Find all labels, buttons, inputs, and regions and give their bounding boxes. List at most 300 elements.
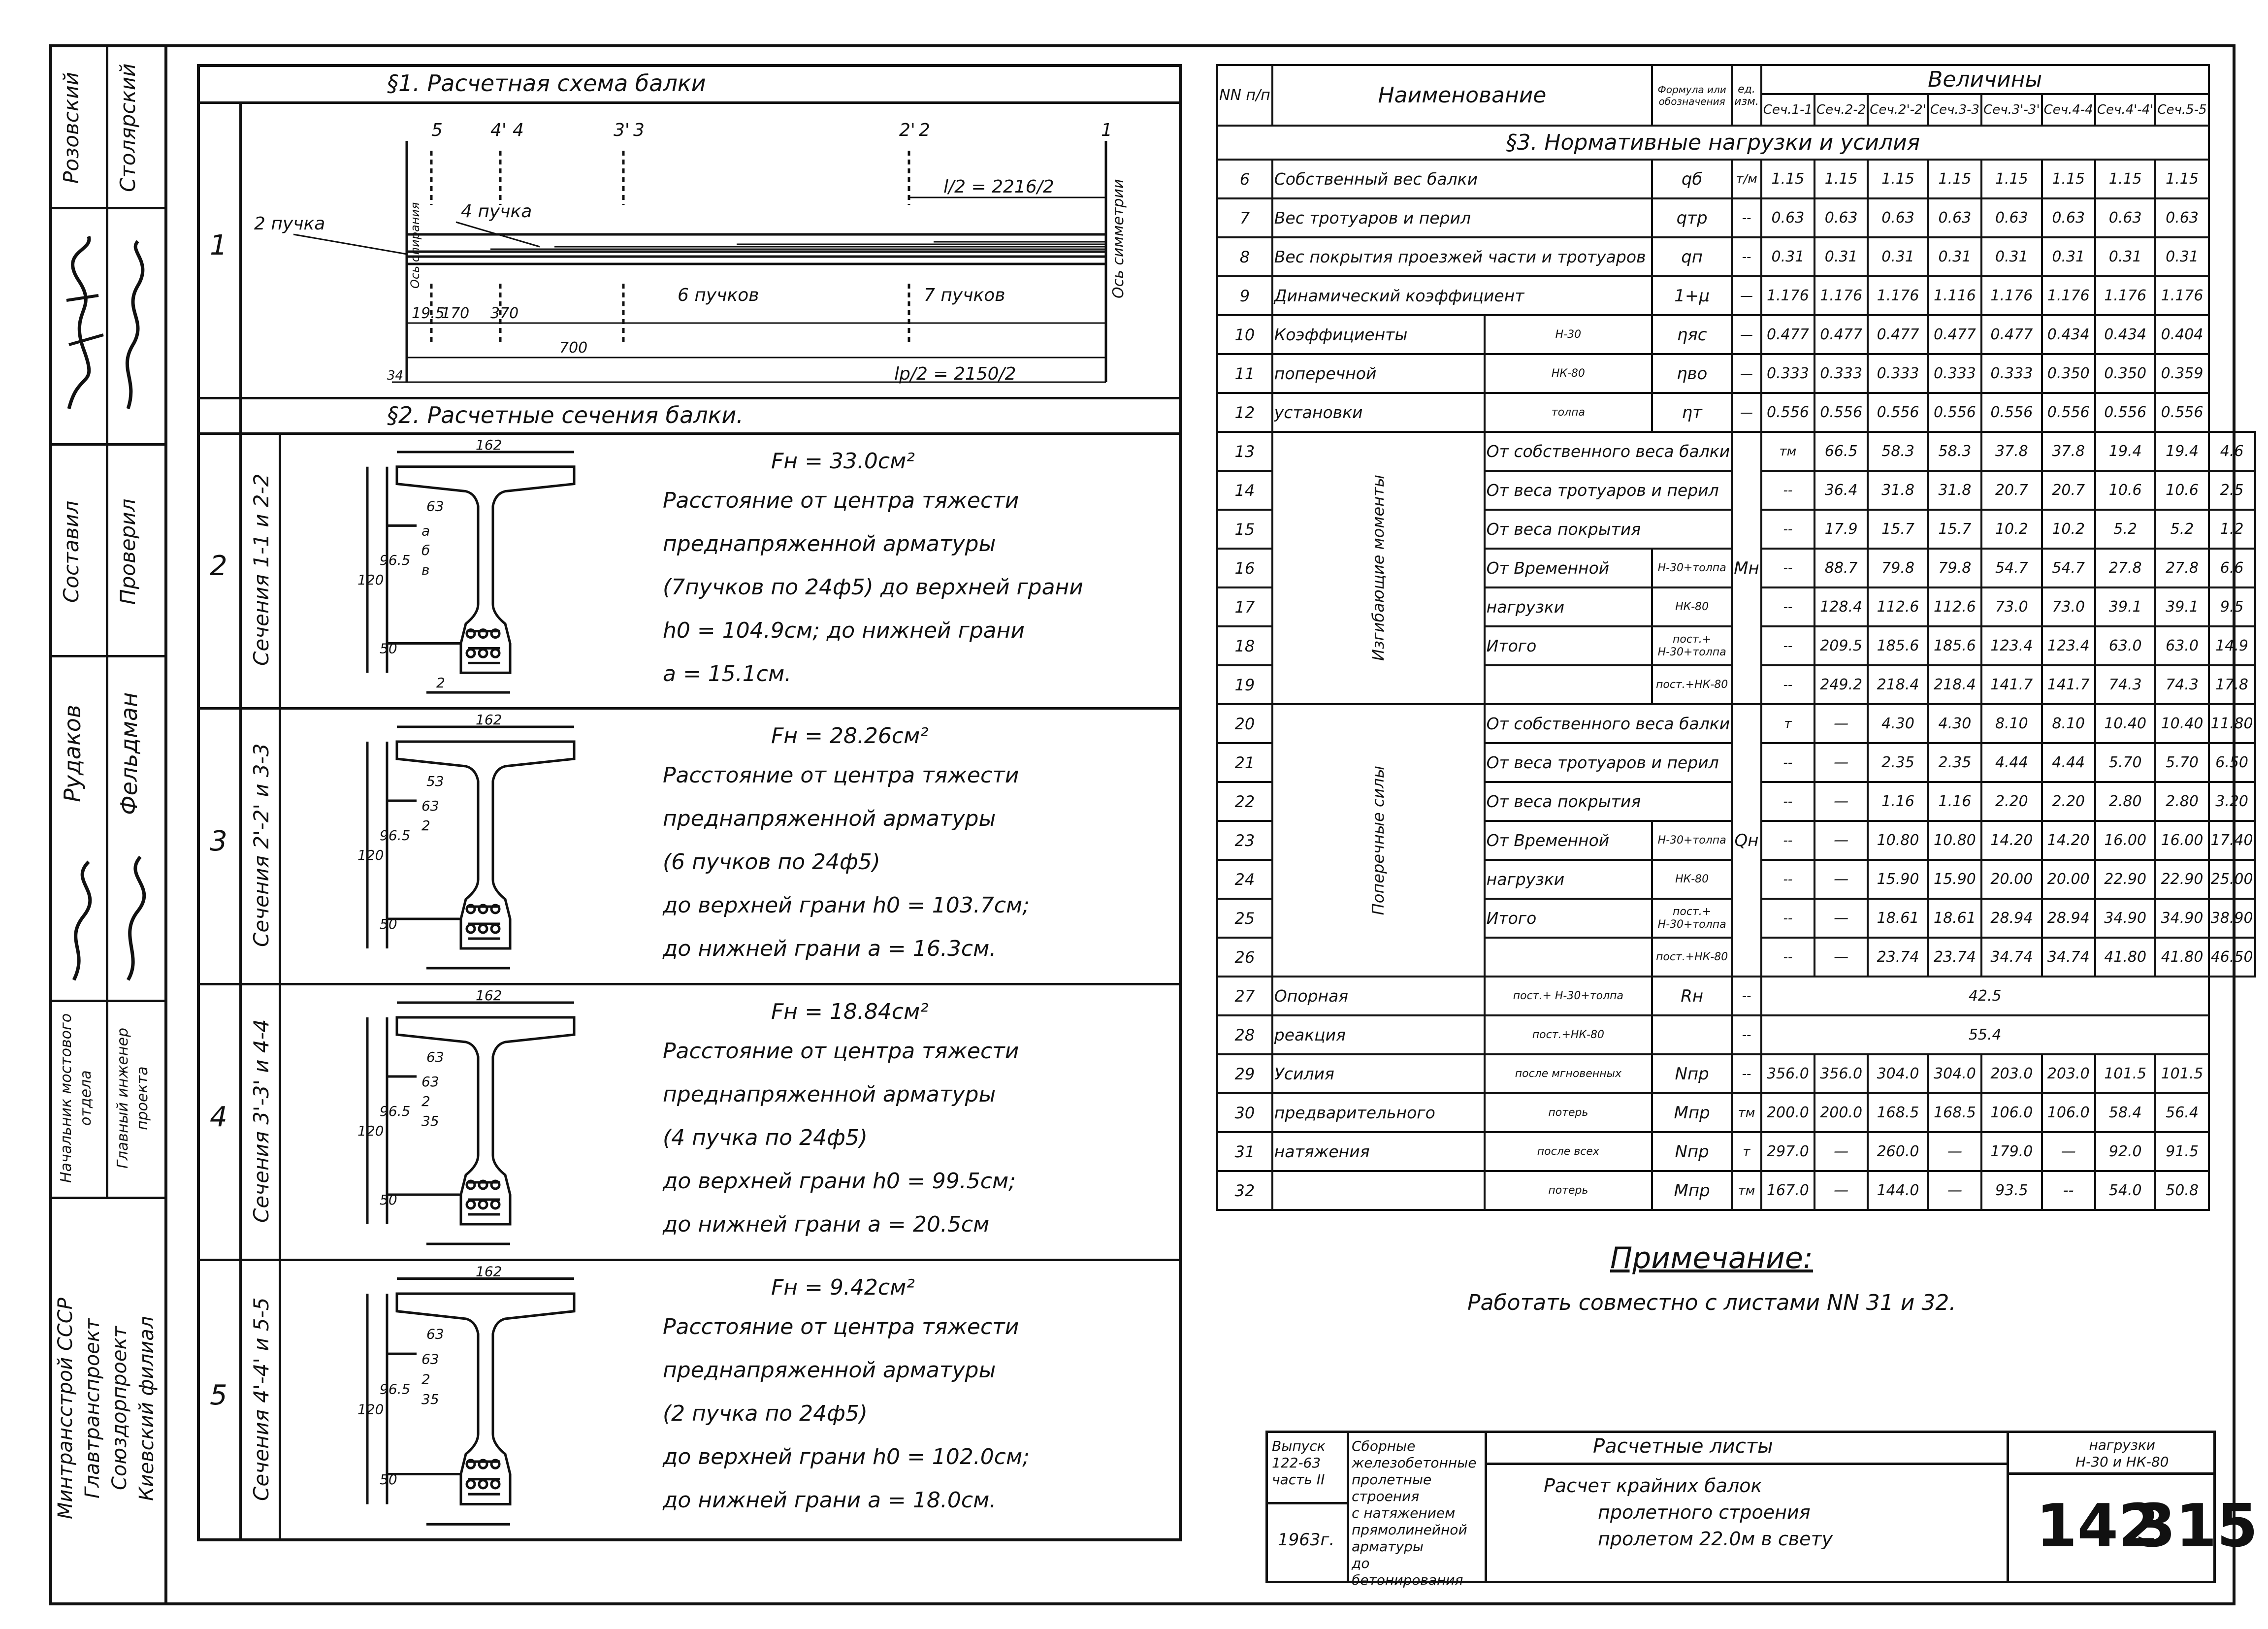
dim-label: 19.5 [412, 305, 445, 322]
value-cell: 0.434 [2095, 315, 2156, 354]
value-cell: 0.333 [1761, 354, 1814, 393]
value-cell: 10.80 [1868, 821, 1928, 860]
row-number: 4 [210, 1101, 227, 1133]
value-cell: 0.556 [2042, 393, 2095, 432]
col-section: Сеч.4-4 [2042, 94, 2095, 126]
row-name: нагрузки [1485, 860, 1652, 899]
value-cell: 101.5 [2095, 1054, 2156, 1093]
row-unit: -- [1732, 237, 1761, 276]
row-unit: -- [1732, 977, 1761, 1015]
value-cell: 66.5 [1814, 432, 1868, 471]
stamp-divider [49, 207, 167, 209]
stamp-name-top-1: Розовский [59, 72, 83, 184]
value-cell: 39.1 [2095, 587, 2156, 626]
value-cell: 38.90 [2209, 899, 2255, 938]
value-cell: 8.10 [2042, 704, 2095, 743]
section-desc-line: a = 15.1см. [663, 661, 792, 686]
section-desc-line: до нижней грани a = 18.0см. [663, 1488, 997, 1513]
section-desc-line: до верхней грани h0 = 103.7см; [663, 893, 1030, 918]
stamp-name-mid-1: Рудаков [59, 705, 86, 802]
dim-label: 34 [387, 368, 404, 383]
bundles-label: 6 пучков [678, 285, 759, 305]
dim-label: 63 [426, 498, 444, 515]
desc-block: Сборные железобетонные пролетные строения с натяжением прямолинейной арматуры до бетонирования [1352, 1438, 1477, 1588]
dim-label: 63 [426, 1326, 444, 1342]
value-cell: 123.4 [2042, 626, 2095, 665]
value-cell: 0.477 [1814, 315, 1868, 354]
row-name: Итого [1485, 626, 1652, 665]
row-num: 7 [1217, 198, 1272, 237]
section2-title: §2. Расчетные сечения балки. [387, 402, 744, 428]
table-row [1217, 237, 2255, 276]
value-cell: 1.176 [1981, 276, 2042, 315]
value-cell: 0.556 [1928, 393, 1981, 432]
value-cell: 0.556 [1981, 393, 2042, 432]
table-row [1217, 354, 2255, 393]
value-cell: 1.176 [1868, 276, 1928, 315]
value-cell: 56.4 [2155, 1093, 2208, 1132]
value-cell: 0.434 [2042, 315, 2095, 354]
table-section-title [1217, 126, 2255, 160]
value-cell: 0.63 [1868, 198, 1928, 237]
value-cell: 63.0 [2095, 626, 2156, 665]
value-cell: 0.350 [2095, 354, 2156, 393]
row-num: 29 [1217, 1054, 1272, 1093]
dim-label: 50 [380, 1471, 397, 1488]
value-cell: 1.16 [1868, 782, 1928, 821]
row-name: От веса тротуаров и перил [1485, 471, 1732, 510]
value-cell: 73.0 [2042, 587, 2095, 626]
value-cell: — [1814, 938, 1868, 977]
value-cell: 0.556 [1868, 393, 1928, 432]
section-desc-line: Расстояние от центра тяжести [663, 763, 1019, 788]
stamp-role-low-1: Начальник мостового отдела [58, 1013, 95, 1183]
row-subname: Н-30+толпа [1652, 821, 1732, 860]
row-formula: Mн [1732, 432, 1761, 704]
section-desc-line: (6 пучков по 24ф5) [663, 849, 880, 875]
table-row [1217, 704, 2255, 743]
row-name [1485, 665, 1652, 704]
value-cell: 27.8 [2155, 549, 2208, 587]
row-unit: т [1761, 704, 1814, 743]
span-label: l/2 = 2216/2 [943, 177, 1054, 197]
row-num: 22 [1217, 782, 1272, 821]
row-formula: 1+μ [1652, 276, 1732, 315]
table-row [1217, 1171, 2255, 1210]
dim-label: 96.5 [380, 552, 411, 569]
value-cell: 10.40 [2095, 704, 2156, 743]
section-desc-line: преднапряженной арматуры [663, 1082, 996, 1107]
row-name: Динамический коэффициент [1272, 276, 1652, 315]
section-desc-line: до верхней грани h0 = 102.0см; [663, 1444, 1030, 1469]
value-cell: 34.90 [2155, 899, 2208, 938]
issue: Выпуск 122-63 часть II [1272, 1438, 1326, 1488]
divider [200, 101, 1180, 104]
section-desc-line: до верхней грани h0 = 99.5см; [663, 1169, 1016, 1194]
row-formula: qтр [1652, 198, 1732, 237]
table-row [1217, 1093, 2255, 1132]
row-num: 24 [1217, 860, 1272, 899]
dim-label: 50 [380, 640, 397, 657]
value-cell: 112.6 [1928, 587, 1981, 626]
stamp-name-mid-2: Фельдман [116, 692, 142, 815]
value-cell: 0.556 [1761, 393, 1814, 432]
value-cell: 9.5 [2209, 587, 2255, 626]
row-subname: пост.+ Н-30+толпа [1485, 977, 1652, 1015]
row-unit: — [1732, 354, 1761, 393]
row-num: 18 [1217, 626, 1272, 665]
cross-section-drawing [298, 712, 614, 978]
row-subname: после всех [1485, 1132, 1652, 1171]
value-cell: 91.5 [2155, 1132, 2208, 1171]
group-label: Изгибающие моменты [1272, 432, 1485, 704]
value-cell: 141.7 [1981, 665, 2042, 704]
sheet-number: 142 [2036, 1492, 2160, 1561]
value-cell: 2.20 [2042, 782, 2095, 821]
value-cell: 203.0 [2042, 1054, 2095, 1093]
value-cell: 10.40 [2155, 704, 2208, 743]
value-cell: 19.4 [2095, 432, 2156, 471]
divider [200, 432, 1180, 435]
merged-value: 42.5 [1761, 977, 2209, 1015]
value-cell: 0.31 [1761, 237, 1814, 276]
row-number: 3 [210, 825, 227, 857]
row-unit: -- [1761, 938, 1814, 977]
row-unit: -- [1761, 743, 1814, 782]
dim-label: 63 [421, 1074, 439, 1090]
value-cell: 54.0 [2095, 1171, 2156, 1210]
row-num: 25 [1217, 899, 1272, 938]
left-panel [197, 64, 1182, 1541]
row-formula [1652, 1015, 1732, 1054]
dim-label: 35 [421, 1113, 439, 1129]
value-cell: 218.4 [1868, 665, 1928, 704]
divider [239, 101, 242, 1539]
table-row [1217, 198, 2255, 237]
value-cell: 5.70 [2095, 743, 2156, 782]
dim-label: 120 [357, 571, 384, 588]
dim-label: 2 [436, 675, 445, 691]
section-desc-line: (4 пучка по 24ф5) [663, 1125, 868, 1150]
dim-label: 53 [426, 773, 444, 789]
row-subname: потерь [1485, 1171, 1652, 1210]
value-cell: 10.2 [2042, 510, 2095, 549]
table-row [1217, 432, 2255, 471]
stamp-org: Минтрансстрой СССР Главтранспроект Союздорпроект Киевский филиал [54, 1298, 158, 1519]
divider [279, 432, 281, 1539]
value-cell: 249.2 [1814, 665, 1868, 704]
dim-label: 96.5 [380, 1103, 411, 1119]
value-cell: 1.15 [1814, 160, 1868, 198]
row-name: реакция [1272, 1015, 1485, 1054]
row-formula: Qн [1732, 704, 1761, 977]
row-unit: -- [1761, 821, 1814, 860]
value-cell: 0.63 [2042, 198, 2095, 237]
value-cell: 101.5 [2155, 1054, 2208, 1093]
value-cell: 2.35 [1868, 743, 1928, 782]
table-row [1217, 276, 2255, 315]
value-cell: 37.8 [2042, 432, 2095, 471]
dim-label: 162 [476, 988, 502, 1004]
lp-label: lp/2 = 2150/2 [894, 364, 1016, 384]
row-unit: т [1732, 1132, 1761, 1171]
value-cell: 0.63 [1814, 198, 1868, 237]
row-unit: -- [1732, 1054, 1761, 1093]
stamp-divider [106, 44, 108, 1197]
cut-mark: 4' [490, 120, 507, 140]
value-cell: — [1814, 743, 1868, 782]
value-cell: 17.8 [2209, 665, 2255, 704]
value-cell: — [1814, 704, 1868, 743]
value-cell: 1.15 [2095, 160, 2156, 198]
table-header [1217, 65, 2255, 94]
value-cell: 20.00 [2042, 860, 2095, 899]
row-name: От собственного веса балки [1485, 704, 1732, 743]
value-cell: 0.556 [1814, 393, 1868, 432]
value-cell: 6.50 [2209, 743, 2255, 782]
row-name: От веса покрытия [1485, 782, 1732, 821]
fn-value: Fн = 9.42см² [771, 1275, 915, 1300]
row-name: Усилия [1272, 1054, 1485, 1093]
row-formula: ηт [1652, 393, 1732, 432]
dim-label: в [421, 562, 430, 578]
value-cell: 2.20 [1981, 782, 2042, 821]
col-section: Сеч.2-2 [1814, 94, 1868, 126]
row-unit: -- [1761, 782, 1814, 821]
value-cell: — [1814, 782, 1868, 821]
row-unit: -- [1761, 665, 1814, 704]
fn-value: Fн = 28.26см² [771, 723, 929, 749]
value-cell: 39.1 [2155, 587, 2208, 626]
value-cell: 10.80 [1928, 821, 1981, 860]
col-formula: Формула или обозначения [1652, 65, 1732, 126]
value-cell: 41.80 [2095, 938, 2156, 977]
value-cell: 1.176 [2042, 276, 2095, 315]
value-cell: 1.176 [2155, 276, 2208, 315]
value-cell: 1.15 [1761, 160, 1814, 198]
row-name: Собственный вес балки [1272, 160, 1652, 198]
dim-label: 35 [421, 1391, 439, 1407]
section-desc-line: преднапряженной арматуры [663, 1358, 996, 1383]
value-cell: 4.30 [1928, 704, 1981, 743]
row-unit: -- [1761, 899, 1814, 938]
row-name: От веса тротуаров и перил [1485, 743, 1732, 782]
value-cell: 304.0 [1868, 1054, 1928, 1093]
sheet-title: Расчет крайних балок пролетного строения пролетом 22.0м в свету [1544, 1475, 1833, 1550]
value-cell: 16.00 [2155, 821, 2208, 860]
title-block [1265, 1431, 2258, 1588]
value-cell: 18.61 [1928, 899, 1981, 938]
merged-value: 55.4 [1761, 1015, 2209, 1054]
cross-section-drawing [298, 437, 614, 702]
value-cell: 0.63 [1761, 198, 1814, 237]
row-num: 13 [1217, 432, 1272, 471]
value-cell: 0.359 [2155, 354, 2208, 393]
dim-label: 63 [426, 1049, 444, 1065]
table-row [1217, 160, 2255, 198]
row-subname: НК-80 [1652, 860, 1732, 899]
row-formula: ηяс [1652, 315, 1732, 354]
fn-value: Fн = 33.0см² [771, 449, 915, 474]
value-cell: 0.333 [1814, 354, 1868, 393]
dim-label: 50 [380, 916, 397, 932]
row-num: 17 [1217, 587, 1272, 626]
section-label: Сечения 2'-2' и 3-3 [249, 743, 273, 947]
col-unit: ед. изм. [1732, 65, 1761, 126]
value-cell: 4.30 [1868, 704, 1928, 743]
dim-label: 50 [380, 1192, 397, 1208]
section-desc-line: преднапряженной арматуры [663, 531, 996, 556]
value-cell: 1.15 [1868, 160, 1928, 198]
group-label: Поперечные силы [1272, 704, 1485, 977]
row-name: От Временной [1485, 549, 1652, 587]
value-cell: 144.0 [1868, 1171, 1928, 1210]
row-subname: Н-30 [1485, 315, 1652, 354]
value-cell: 0.63 [1981, 198, 2042, 237]
dim-label: 96.5 [380, 827, 411, 844]
value-cell: 1.15 [1981, 160, 2042, 198]
value-cell: 0.31 [2155, 237, 2208, 276]
value-cell: 17.9 [1814, 510, 1868, 549]
row-name: От веса покрытия [1485, 510, 1732, 549]
value-cell: 168.5 [1928, 1093, 1981, 1132]
row-unit: тм [1761, 432, 1814, 471]
row-formula: ηво [1652, 354, 1732, 393]
bundles-label: 7 пучков [924, 285, 1005, 305]
row-divider [200, 1259, 1180, 1261]
value-cell: 123.4 [1981, 626, 2042, 665]
value-cell: 17.40 [2209, 821, 2255, 860]
value-cell: 22.90 [2155, 860, 2208, 899]
fn-value: Fн = 18.84см² [771, 999, 929, 1024]
value-cell: 5.2 [2095, 510, 2156, 549]
value-cell: 0.31 [1868, 237, 1928, 276]
stamp-role-1: Составил [59, 500, 83, 603]
row-name: предварительного [1272, 1093, 1485, 1132]
value-cell: — [1814, 1132, 1868, 1171]
value-cell: 79.8 [1928, 549, 1981, 587]
value-cell: 2.80 [2095, 782, 2156, 821]
axis-label: Ось симметрии [1110, 179, 1127, 298]
stamp-divider [49, 443, 167, 446]
dim-label: 700 [559, 339, 588, 357]
col-values: Величины [1761, 65, 2209, 94]
row-formula: qп [1652, 237, 1732, 276]
value-cell: 37.8 [1981, 432, 2042, 471]
section-label: Сечения 3'-3' и 4-4 [249, 1019, 273, 1223]
row-num: 23 [1217, 821, 1272, 860]
row-num: 8 [1217, 237, 1272, 276]
dim-label: 63 [421, 1351, 439, 1368]
value-cell: 1.116 [1928, 276, 1981, 315]
stamp-divider [49, 1000, 167, 1002]
value-cell: 1.2 [2209, 510, 2255, 549]
value-cell: 2.5 [2209, 471, 2255, 510]
row-formula: Mпр [1652, 1171, 1732, 1210]
dim-label: 120 [357, 847, 384, 863]
row-num: 10 [1217, 315, 1272, 354]
signature-image [54, 222, 162, 428]
bundles-label: 4 пучка [461, 201, 532, 222]
divider [200, 397, 1180, 399]
value-cell: 34.90 [2095, 899, 2156, 938]
row-num: 26 [1217, 938, 1272, 977]
section-desc-line: до нижней грани a = 16.3см. [663, 936, 997, 961]
stamp-divider [49, 655, 167, 657]
section-desc-line: Расстояние от центра тяжести [663, 1314, 1019, 1339]
dim-label: a [421, 522, 430, 539]
row-name: От собственного веса балки [1485, 432, 1732, 471]
value-cell: 5.2 [2155, 510, 2208, 549]
value-cell: 0.63 [2155, 198, 2208, 237]
row-number: 1 [210, 229, 227, 261]
value-cell: — [1814, 1171, 1868, 1210]
value-cell: 3.20 [2209, 782, 2255, 821]
value-cell: 88.7 [1814, 549, 1868, 587]
value-cell: 11.80 [2209, 704, 2255, 743]
value-cell: 203.0 [1981, 1054, 2042, 1093]
value-cell: 0.31 [2042, 237, 2095, 276]
value-cell: 16.00 [2095, 821, 2156, 860]
value-cell: 15.90 [1868, 860, 1928, 899]
row-num: 9 [1217, 276, 1272, 315]
cut-mark: 4 [513, 120, 524, 140]
section-label: Сечения 1-1 и 2-2 [249, 473, 273, 666]
value-cell: — [1814, 899, 1868, 938]
row-num: 20 [1217, 704, 1272, 743]
value-cell: 0.31 [1928, 237, 1981, 276]
dim-label: 162 [476, 712, 502, 728]
value-cell: 19.4 [2155, 432, 2208, 471]
value-cell: 304.0 [1928, 1054, 1981, 1093]
value-cell: 209.5 [1814, 626, 1868, 665]
row-subname: пост.+НК-80 [1652, 938, 1732, 977]
value-cell: 106.0 [2042, 1093, 2095, 1132]
load-label: нагрузки Н-30 и НК-80 [2075, 1437, 2169, 1470]
value-cell: 10.6 [2095, 471, 2156, 510]
row-name: Итого [1485, 899, 1652, 938]
dim-label: 63 [421, 798, 439, 814]
value-cell: 58.3 [1928, 432, 1981, 471]
row-num: 30 [1217, 1093, 1272, 1132]
value-cell: 14.20 [1981, 821, 2042, 860]
value-cell: 297.0 [1761, 1132, 1814, 1171]
value-cell: — [1928, 1132, 1981, 1171]
value-cell: 14.20 [2042, 821, 2095, 860]
cut-mark: 5 [431, 120, 443, 140]
value-cell: 54.7 [1981, 549, 2042, 587]
row-subname: потерь [1485, 1093, 1652, 1132]
value-cell: 15.7 [1928, 510, 1981, 549]
value-cell: 28.94 [2042, 899, 2095, 938]
value-cell: — [2042, 1132, 2095, 1171]
value-cell: 20.7 [1981, 471, 2042, 510]
value-cell: 63.0 [2155, 626, 2208, 665]
value-cell: 50.8 [2155, 1171, 2208, 1210]
col-section: Сеч.3'-3' [1981, 94, 2042, 126]
dim-label: 2 [421, 1371, 430, 1388]
row-unit: -- [1761, 471, 1814, 510]
value-cell: 27.8 [2095, 549, 2156, 587]
value-cell: 1.176 [1761, 276, 1814, 315]
col-nn: NN п/п [1217, 65, 1272, 126]
value-cell: 167.0 [1761, 1171, 1814, 1210]
row-formula: Nпр [1652, 1132, 1732, 1171]
value-cell: 179.0 [1981, 1132, 2042, 1171]
row-unit: тм [1732, 1171, 1761, 1210]
value-cell: 23.74 [1928, 938, 1981, 977]
value-cell: 260.0 [1868, 1132, 1928, 1171]
